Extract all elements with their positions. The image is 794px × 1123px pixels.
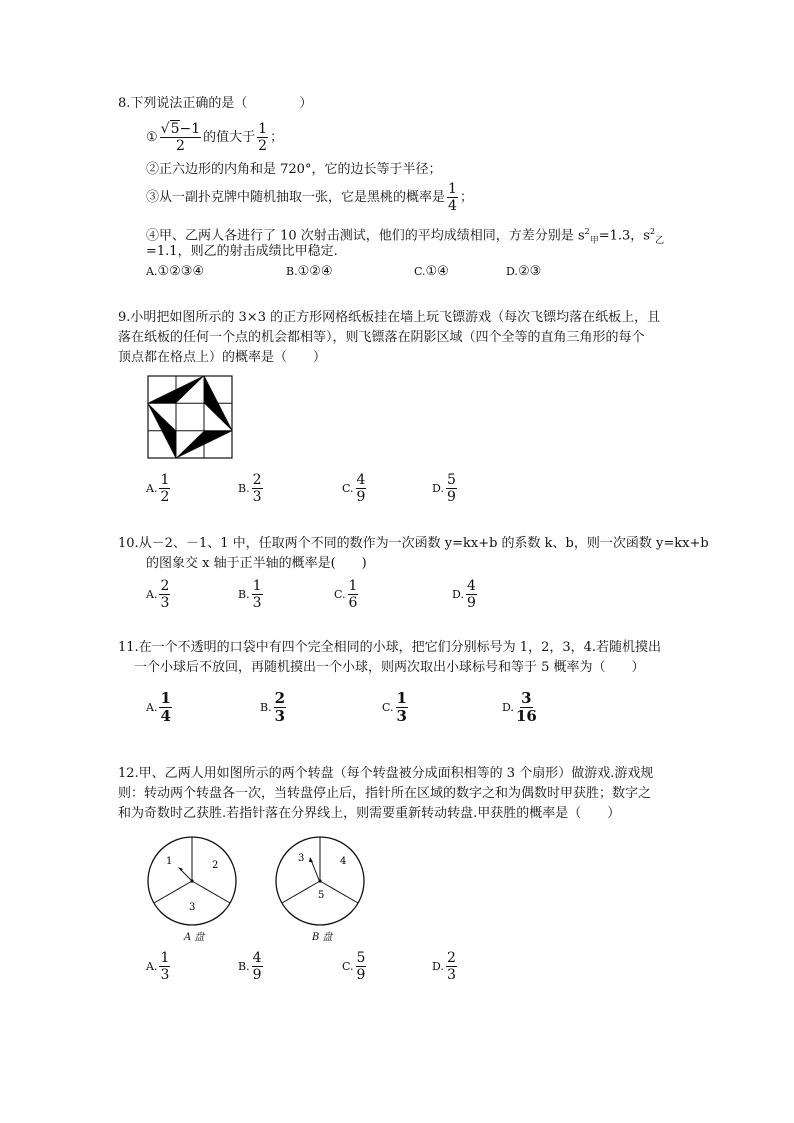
q12-line-3: 和为奇数时乙获胜.若指针落在分界线上，则需要重新转动转盘.甲获胜的概率是（ ） [118, 806, 621, 821]
q12-spinner-a [146, 834, 238, 928]
q12-a-sector-3: 3 [189, 902, 196, 913]
q8-stem: 8.下列说法正确的是（ ） [118, 96, 313, 111]
q10-option-b[interactable]: B. $\frac{1}{3}$ [238, 578, 262, 611]
q11-option-c[interactable]: C. $\frac{1}{3}$ [382, 689, 407, 725]
q8-option-d[interactable]: D.②③ [506, 264, 542, 279]
q8-option-c[interactable]: C.①④ [414, 264, 449, 279]
q12-b-sector-3: 5 [318, 890, 325, 901]
q9-option-d[interactable]: D. $\frac{5}{9}$ [432, 472, 456, 505]
q9-option-a[interactable]: A. $\frac{1}{2}$ [146, 472, 170, 505]
q10-option-c[interactable]: C. $\frac{1}{6}$ [334, 578, 358, 611]
q8-statement-3: ③从一副扑克牌中随机抽取一张，它是黑桃的概率是 $\frac{1}{4}$ ； [146, 181, 473, 214]
q12-option-d[interactable]: D. $\frac{2}{3}$ [432, 950, 456, 983]
q12-line-2: 则：转动两个转盘各一次，当转盘停止后，指针所在区域的数字之和为偶数时甲获胜；数字之 [118, 786, 652, 801]
q12-option-c[interactable]: C. $\frac{5}{9}$ [342, 950, 366, 983]
q12-spinner-b [274, 834, 366, 928]
q10-line-1: 10.从－2、－1、1 中，任取两个不同的数作为一次函数 y=kx+b 的系数 k、b，则一次函数 y=kx+b [118, 536, 709, 551]
q10-option-d[interactable]: D. $\frac{4}{9}$ [452, 578, 476, 611]
q9-grid-figure [146, 374, 234, 460]
q12-line-1: 12.甲、乙两人用如图所示的两个转盘（每个转盘被分成面积相等的 3 个扇形）做游戏.游戏规 [118, 766, 654, 781]
q11-option-d[interactable]: D. $\frac{3}{16}$ [502, 689, 537, 725]
q8-s1-compare-fraction: $\frac{1}{2}$ [258, 121, 268, 154]
q9-line-1: 9.小明把如图所示的 3×3 的正方形网格纸板挂在墙上玩飞镖游戏（每次飞镖均落在纸板上，且 [118, 310, 661, 325]
q11-option-b[interactable]: B. $\frac{2}{3}$ [260, 689, 286, 725]
q12-b-sector-1: 3 [298, 853, 305, 864]
q9-option-c[interactable]: C. $\frac{4}{9}$ [342, 472, 366, 505]
q12-b-sector-2: 4 [340, 856, 347, 867]
q12-option-a[interactable]: A. $\frac{1}{3}$ [146, 950, 170, 983]
q8-option-b[interactable]: B.①②④ [286, 264, 333, 279]
q12-a-sector-1: 1 [166, 856, 173, 867]
q10-option-a[interactable]: A. $\frac{2}{3}$ [146, 578, 170, 611]
q12-option-b[interactable]: B. $\frac{4}{9}$ [238, 950, 262, 983]
q8-statement-1: ① $\frac{√5-1}{2}$ 的值大于 $\frac{1}{2}$ ； [146, 121, 284, 154]
q9-line-3: 顶点都在格点上）的概率是（ ） [118, 350, 327, 365]
q11-line-1: 11.在一个不透明的口袋中有四个完全相同的小球，把它们分别标号为 1，2，3，4.若随机摸出 [118, 640, 662, 655]
q11-line-2: 一个小球后不放回，再随机摸出一个小球，则两次取出小球标号和等于 5 概率为（ ） [134, 660, 645, 675]
q8-statement-2: ②正六边形的内角和是 720°，它的边长等于半径； [146, 162, 442, 177]
q8-statement-4-line2: =1.1，则乙的射击成绩比甲稳定. [146, 244, 338, 259]
q8-option-a[interactable]: A.①②③④ [146, 264, 205, 279]
q8-s1-mark: ① [146, 130, 158, 145]
q12-a-sector-2: 2 [212, 860, 219, 871]
q8-s3-fraction: $\frac{1}{4}$ [448, 181, 457, 214]
q9-line-2: 落在纸板的任何一个点的机会都相等），则飞镖落在阴影区域（四个全等的直角三角形的每个 [118, 330, 645, 345]
q10-line-2: 的图象交 x 轴于正半轴的概率是( ) [146, 556, 367, 571]
q11-option-a[interactable]: A. $\frac{1}{4}$ [146, 689, 171, 725]
q9-option-b[interactable]: B. $\frac{2}{3}$ [238, 472, 262, 505]
q12-a-caption: A 盘 [184, 932, 205, 943]
q8-s1-mid: 的值大于 [203, 130, 256, 145]
q8-statement-4-line1: ④甲、乙两人各进行了 10 次射击测试，他们的平均成绩相同，方差分别是 $s^2_甲=1.3$，$s^2_乙$ [146, 227, 665, 246]
q8-s1-fraction: $\frac{√5-1}{2}$ [160, 121, 201, 154]
q12-b-caption: B 盘 [312, 932, 333, 943]
